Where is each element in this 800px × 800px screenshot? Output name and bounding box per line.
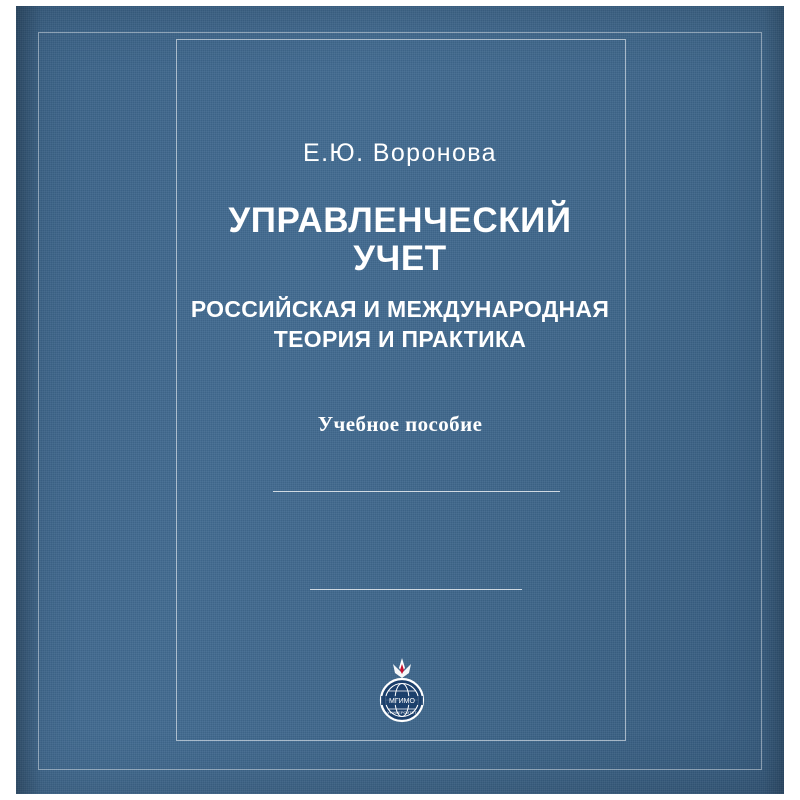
divider-rule-upper [273,491,560,492]
book-cover [16,6,784,794]
publication-kind: Учебное пособие [317,412,483,436]
svg-text:УНИВЕРСИТЕТ: УНИВЕРСИТЕТ [387,710,417,715]
book-title [176,202,624,278]
subtitle-line-2: ТЕОРИЯ И ПРАКТИКА [273,326,527,352]
book-subtitle [176,294,624,354]
title-line-2: УЧЕТ [353,239,447,278]
title-line-1: УПРАВЛЕНЧЕСКИЙ [228,201,572,240]
divider-rule-lower [310,589,522,590]
publisher-emblem-icon [371,656,433,728]
svg-text:МГИМО: МГИМО [389,698,415,705]
author-name: Е.Ю. Воронова [303,139,497,167]
subtitle-line-1: РОССИЙСКАЯ И МЕЖДУНАРОДНАЯ [190,296,610,322]
edge-shadow [764,6,784,794]
